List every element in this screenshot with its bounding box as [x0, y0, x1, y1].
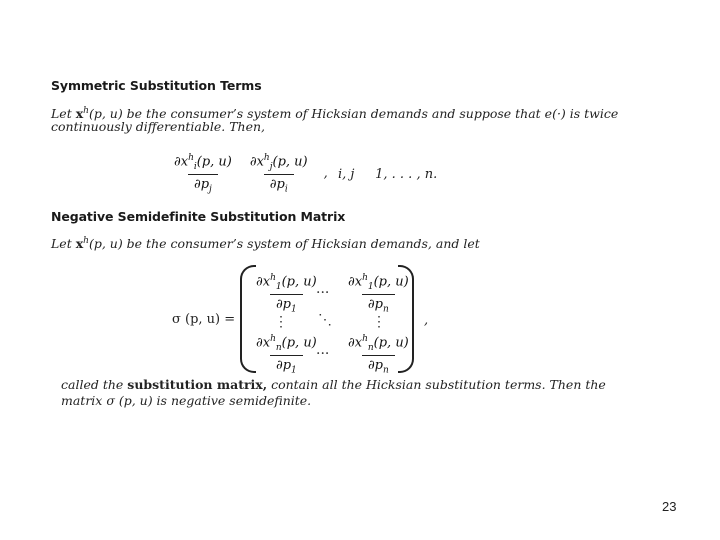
section-heading-negative-semidefinite: Negative Semidefinite Substitution Matrix	[51, 209, 346, 224]
matrix-ddots: ⋱	[318, 312, 332, 328]
index-range: i, j 1, . . . , n.	[338, 167, 438, 182]
section1-line2: continuously differentiable. Then,	[51, 119, 266, 134]
matrix-trailing-comma: ,	[424, 313, 429, 328]
section1-intro-start: Let	[51, 106, 76, 122]
hicksian-x-symbol-2: x	[75, 236, 84, 252]
section2-after: called the substitution matrix, contain all the Hicksian substitution terms. Then the	[61, 377, 606, 392]
symmetry-equation	[172, 153, 328, 195]
section-heading-symmetric: Symmetric Substitution Terms	[51, 78, 262, 93]
fraction-right: $\frac{\partial x^h_j(p, u)}{\partial p_i}$	[249, 153, 308, 195]
matrix-hdots-bottom: ···	[316, 346, 330, 362]
hicksian-x-symbol: x	[75, 106, 84, 122]
matrix-vdots-right: ⋮	[372, 314, 386, 330]
matrix-entry-n1: $\partial x^h_n(p$, u) $\partial p_1$	[256, 334, 317, 376]
matrix-vdots-left: ⋮	[274, 314, 288, 330]
matrix-hdots-top: ···	[316, 285, 330, 301]
matrix-entry-11: $\frac{\partial x^h_1(p, u)}{\partial p_1}$	[256, 273, 317, 315]
page-number: 23	[662, 499, 677, 514]
matrix-entry-nn: $\partial x^h_n(p$, u) $\partial p_n$	[348, 334, 409, 376]
fraction-left: $\frac{\partial x^h_i(p, u)}{\partial p_j}$	[174, 153, 232, 195]
section1-intro-rest: (p, u) be the consumer’s system of Hicksian demands and suppose that e(·) is twice	[88, 106, 619, 122]
section2-intro: Let $x^h(p$, u) be the consumer’s system of Hicksian demands, and let	[51, 236, 480, 252]
hicksian-h-superscript: h	[83, 106, 89, 116]
matrix-entry-1n: $\frac{\partial x^h_1(p, u)}{\partial p_n}$	[348, 273, 409, 315]
section2-last-line: matrix σ (p, u) is negative semidefinite.	[61, 393, 312, 408]
sigma-label: σ (p, u) =	[172, 312, 236, 327]
substitution-matrix-term: substitution matrix,	[127, 377, 268, 392]
equation-comma: ,	[323, 166, 328, 182]
